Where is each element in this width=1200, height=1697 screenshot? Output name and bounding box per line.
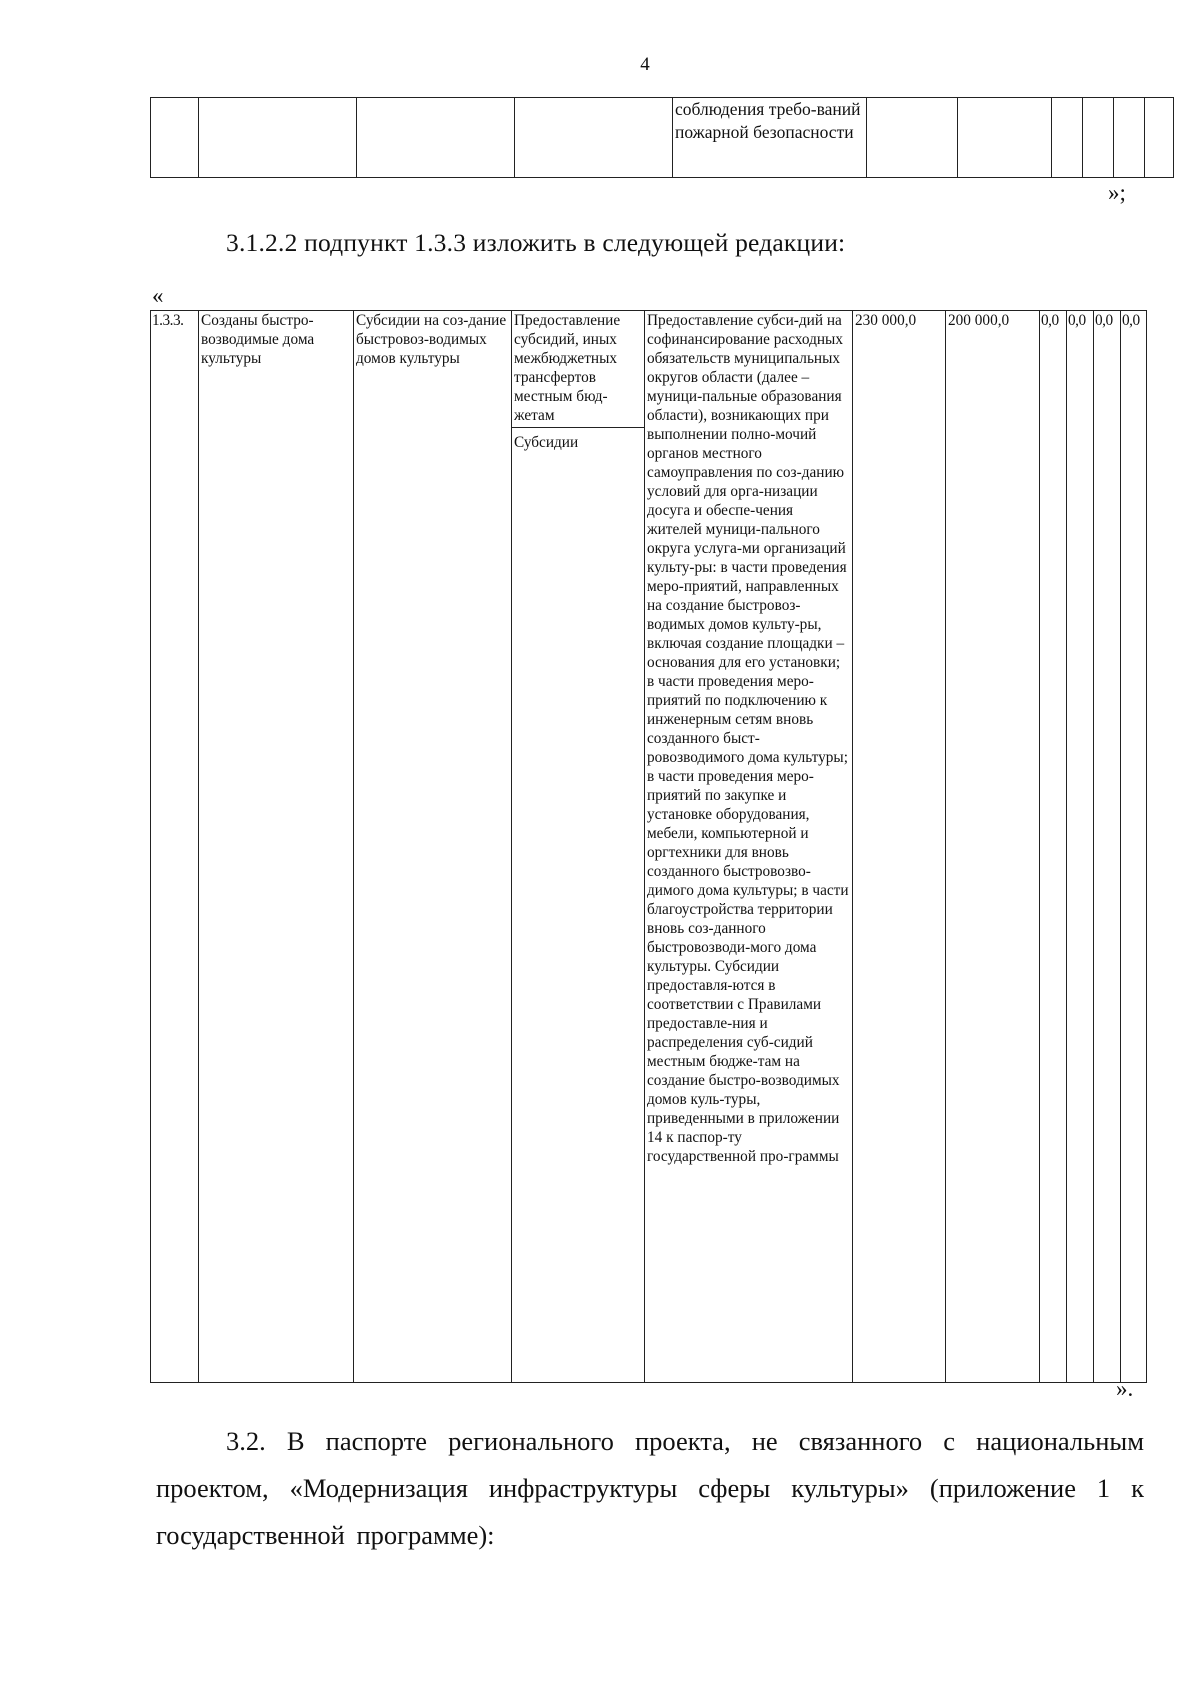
table-cell [199,98,357,178]
closing-quote: ». [1116,1376,1134,1401]
table-cell [151,98,199,178]
type-cell-top: Предоставление субсидий, иных межбюджетных трансфертов местным бюд-жетам [512,311,644,428]
result-cell: Созданы быстро-возводимые дома культуры [199,311,354,1383]
value-cell-5: 0,0 [1094,311,1121,1383]
type-cell-bottom: Субсидии [514,434,579,451]
table-cell [958,98,1052,178]
table-cell [515,98,673,178]
event-cell: Субсидии на соз-дание быстровоз-водимых домов культуры [354,311,512,1383]
subitem-table [150,310,1147,1383]
paragraph-3-2: 3.2. В паспорте регионального проекта, не связанного с национальным проектом, «Модернизация инфраструктуры сферы культуры» (приложение 1 к государственной программе): [156,1426,1144,1550]
table-cell [1114,98,1145,178]
page-number: 4 [640,54,650,75]
value-cell-6: 0,0 [1121,311,1147,1383]
table-cell [1145,98,1174,178]
item-number: 1.3.3. [151,311,199,1383]
table-cell-description: соблюдения требо-ваний пожарной безопасности [673,98,867,178]
table-cell [1052,98,1083,178]
table-cell [357,98,515,178]
table-cell [867,98,958,178]
table-cell [1083,98,1114,178]
table-row [151,311,1147,1383]
value-cell-4: 0,0 [1067,311,1094,1383]
closing-quote: »; [1108,180,1126,205]
description-cell: Предоставление субси-дий на софинансирование расходных обязательств муниципальных округов области (далее – муници-пальные образования области), возникающих при выполнении полно-мочий органов местного самоуправления по соз-данию условий для орга-низации досуга и обеспе-чения жителей муници-пального округа услуга-ми организаций культу-ры: в части проведения меро-приятий, направленных на создание быстровоз-водимых домов культу-ры, включая создание площадки – основания для его установки; в части проведения меро-приятий по подключению к инженерным сетям вновь созданного быст-ровозводимого дома культуры; в части проведения меро-приятий по закупке и установке оборудования, мебели, компьютерной и оргтехники для вновь созданного быстровозво-димого дома культуры; в части благоустройства территории вновь соз-данного быстровозводи-мого дома культуры. Субсидии предоставля-ются в соответствии с Правилами предоставле-ния и распределения суб-сидий местным бюдже-там на создание быстро-возводимых домов куль-туры, приведенными в приложении 14 к паспор-ту государственной про-граммы [645,311,853,1383]
value-cell-2: 200 000,0 [946,311,1040,1383]
value-cell-1: 230 000,0 [853,311,946,1383]
value-cell-3: 0,0 [1040,311,1067,1383]
table-row [151,98,1174,178]
subheading: 3.1.2.2 подпункт 1.3.3 изложить в следующей редакции: [226,228,846,257]
opening-quote: « [152,283,164,308]
previous-table-fragment [150,97,1174,178]
type-cell [512,311,645,1383]
